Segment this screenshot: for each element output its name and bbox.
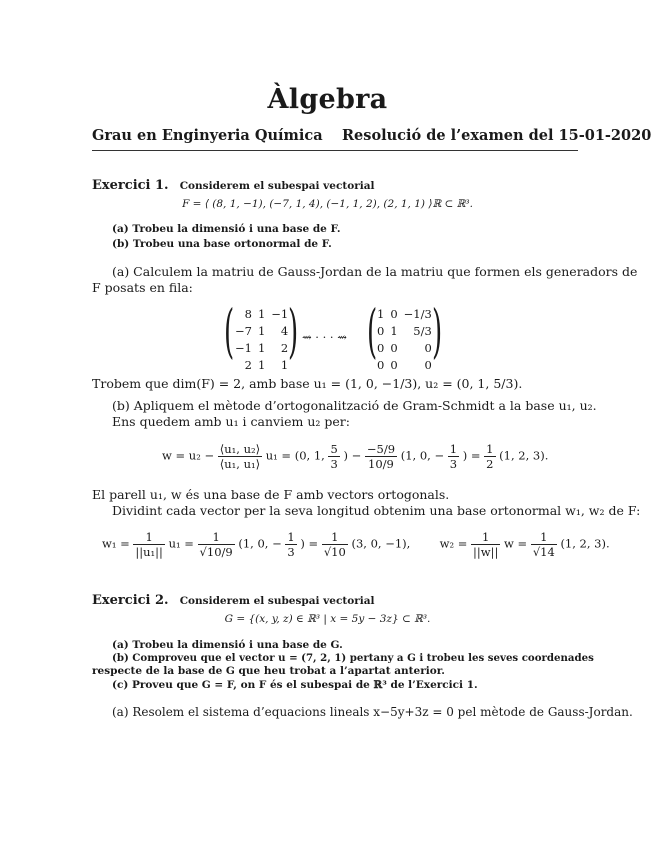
mr-r0c2: −1/3: [403, 307, 432, 321]
ex2-question-a: (a) Trobeu la dimensió i una base de G.: [112, 639, 343, 651]
w-prefix: w = u₂ −: [162, 448, 215, 463]
w-fraction-5-3: [328, 442, 339, 471]
w1-fraction-3: [285, 530, 296, 559]
w1-f2-num: 1: [198, 530, 235, 545]
w-end: (1, 2, 3).: [499, 448, 549, 463]
w2-lhs: w₂ =: [439, 536, 468, 551]
ml-r0c2: −1: [271, 307, 289, 321]
exam-info: Resolució de l’examen del 15-01-2020: [342, 127, 652, 144]
mr-r1c1: 1: [390, 324, 398, 338]
ex2-set-def: G = {(x, y, z) ∈ ℝ³ | x = 5y − 3z} ⊂ ℝ³.: [224, 613, 431, 625]
ml-r2c1: 1: [257, 341, 266, 355]
w2-end: (1, 2, 3).: [560, 536, 610, 551]
doc-title: Àlgebra: [267, 84, 388, 115]
ex1-b-line1: (b) Apliquem el mètode d’ortogonalització de Gram-Schmidt a la base u₁, u₂.: [112, 398, 597, 413]
ex1-b-line2: Ens quedem amb u₁ i canviem u₂ per:: [112, 414, 350, 429]
matrix-right-rparen: ): [432, 297, 443, 365]
w-fraction-1-3: [448, 442, 459, 471]
ex1-a-line1: (a) Calculem la matriu de Gauss-Jordan de la matriu que formen els generadors de: [112, 264, 638, 279]
ml-r1c1: 1: [257, 324, 266, 338]
w2-m1: w =: [504, 536, 528, 551]
w-mid4: ) =: [462, 448, 481, 463]
ex2-intro: Considerem el subespai vectorial: [179, 595, 375, 607]
w1-f4-num: 1: [322, 530, 348, 545]
ml-r1c0: −7: [235, 324, 252, 338]
ex1-heading: [92, 174, 375, 193]
w-f13-num: 1: [449, 442, 458, 456]
ex1-intro: Considerem el subespai vectorial: [179, 180, 375, 192]
ex1-question-b: (b) Trobeu una base ortonormal de F.: [112, 238, 332, 250]
w-mid3: (1, 0, −: [400, 448, 445, 463]
w1-m1: u₁ =: [168, 536, 194, 551]
matrix-right-lparen: (: [367, 297, 378, 365]
matrix-left: [232, 306, 291, 374]
ml-r1c2: 4: [280, 324, 289, 338]
mr-r2c0: 0: [377, 341, 385, 355]
mr-r3c1: 0: [390, 358, 398, 372]
ex2-question-c: (c) Proveu que G = F, on F és el subespai de ℝ³ de l’Exercici 1.: [112, 679, 478, 691]
w2-f2-den: √14: [532, 545, 555, 559]
w-fh-num: 1: [486, 442, 494, 456]
w-f13-den: 3: [449, 457, 458, 471]
w1-fraction-1: [133, 530, 165, 559]
w1-f2-den: √10/9: [199, 545, 233, 559]
w-fraction-half: [484, 442, 495, 471]
ml-r0c1: 1: [257, 307, 266, 321]
mr-r1c0: 0: [377, 324, 385, 338]
mr-r3c0: 0: [377, 358, 385, 372]
ml-r0c0: 8: [244, 307, 252, 321]
ex1-orth-line: El parell u₁, w és una base de F amb vectors ortogonals.: [92, 487, 450, 502]
w-fh-den: 2: [486, 457, 494, 471]
ex2-heading: [92, 589, 375, 608]
ex1-question-a: (a) Trobeu la dimensió i una base de F.: [112, 223, 341, 235]
w1-f4-den: √10: [323, 545, 346, 559]
mr-r2c1: 0: [390, 341, 398, 355]
w1-m2: (1, 0, −: [238, 536, 282, 551]
ex2-label: Exercici 2.: [92, 593, 169, 608]
w-f53-den: 3: [330, 457, 338, 471]
ex2-a-line: (a) Resolem el sistema d’equacions lineals x−5y+3z = 0 pel mètode de Gauss-Jordan.: [112, 705, 633, 719]
w2-f2-num: 1: [531, 530, 557, 545]
w-f53-num: 5: [330, 442, 338, 456]
ex1-set-def: F = ⟨ (8, 1, −1), (−7, 1, 4), (−1, 1, 2), (2, 1, 1) ⟩ℝ ⊂ ℝ³.: [182, 198, 473, 210]
ml-r3c2: 1: [280, 358, 289, 372]
matrix-left-lparen: (: [224, 297, 235, 365]
ml-r3c0: 2: [244, 358, 252, 372]
ex1-norm-line: Dividint cada vector per la seva longitud obtenim una base ortonormal w₁, w₂ de F:: [112, 503, 641, 518]
w-frac-den: ⟨u₁, u₁⟩: [219, 457, 261, 471]
w1-f3-num: 1: [287, 530, 295, 544]
w1-f3-den: 3: [287, 545, 295, 559]
w-frac-num: ⟨u₁, u₂⟩: [219, 442, 261, 456]
w1-fraction-4: [322, 530, 348, 559]
ml-r3c1: 1: [257, 358, 266, 372]
ml-r2c0: −1: [235, 341, 252, 355]
ex1-dim-line: Trobem que dim(F) = 2, amb base u₁ = (1, 0, −1/3), u₂ = (0, 1, 5/3).: [92, 376, 523, 391]
orthonormal-formula: [102, 530, 610, 559]
w-f2-num: −5/9: [366, 442, 396, 456]
matrix-right: [374, 306, 435, 374]
course-name: Grau en Enginyeria Química: [92, 127, 323, 144]
ex1-label: Exercici 1.: [92, 178, 169, 193]
ex1-a-line2: F posats en fila:: [92, 280, 193, 295]
matrix-left-rparen: ): [288, 297, 299, 365]
w2-fraction-1: [471, 530, 500, 559]
w1-lhs: w₁ =: [102, 536, 130, 551]
w1-m3: ) =: [300, 536, 319, 551]
w-projection-fraction: [218, 442, 262, 471]
w-f2-den: 10/9: [368, 457, 394, 471]
w1-end: (3, 0, −1),: [351, 536, 411, 551]
gram-schmidt-formula: [162, 442, 548, 471]
ex2-question-b2: respecte de la base de G que heu trobat a l’apartat anterior.: [92, 665, 445, 677]
w2-f1-den: ||w||: [473, 545, 499, 559]
w2-fraction-2: [531, 530, 557, 559]
w1-f1-num: 1: [133, 530, 165, 545]
mr-r3c2: 0: [424, 358, 432, 372]
w-mid: u₁ = (0, 1,: [265, 448, 325, 463]
ml-r2c2: 2: [280, 341, 289, 355]
mr-r1c2: 5/3: [413, 324, 432, 338]
reduction-arrows: ⇝ · · · ⇝: [302, 330, 347, 344]
w2-f1-num: 1: [471, 530, 500, 545]
w1-fraction-2: [198, 530, 235, 559]
w-fraction-coef: [365, 442, 397, 471]
w-mid2: ) −: [343, 448, 362, 463]
w1-f1-den: ||u₁||: [135, 545, 163, 559]
mr-r2c2: 0: [424, 341, 432, 355]
header-rule: [92, 150, 578, 151]
mr-r0c0: 1: [377, 307, 385, 321]
mr-r0c1: 0: [390, 307, 398, 321]
ex2-question-b1: (b) Comproveu que el vector u = (7, 2, 1) pertany a G i trobeu les seves coordenades: [112, 652, 594, 664]
